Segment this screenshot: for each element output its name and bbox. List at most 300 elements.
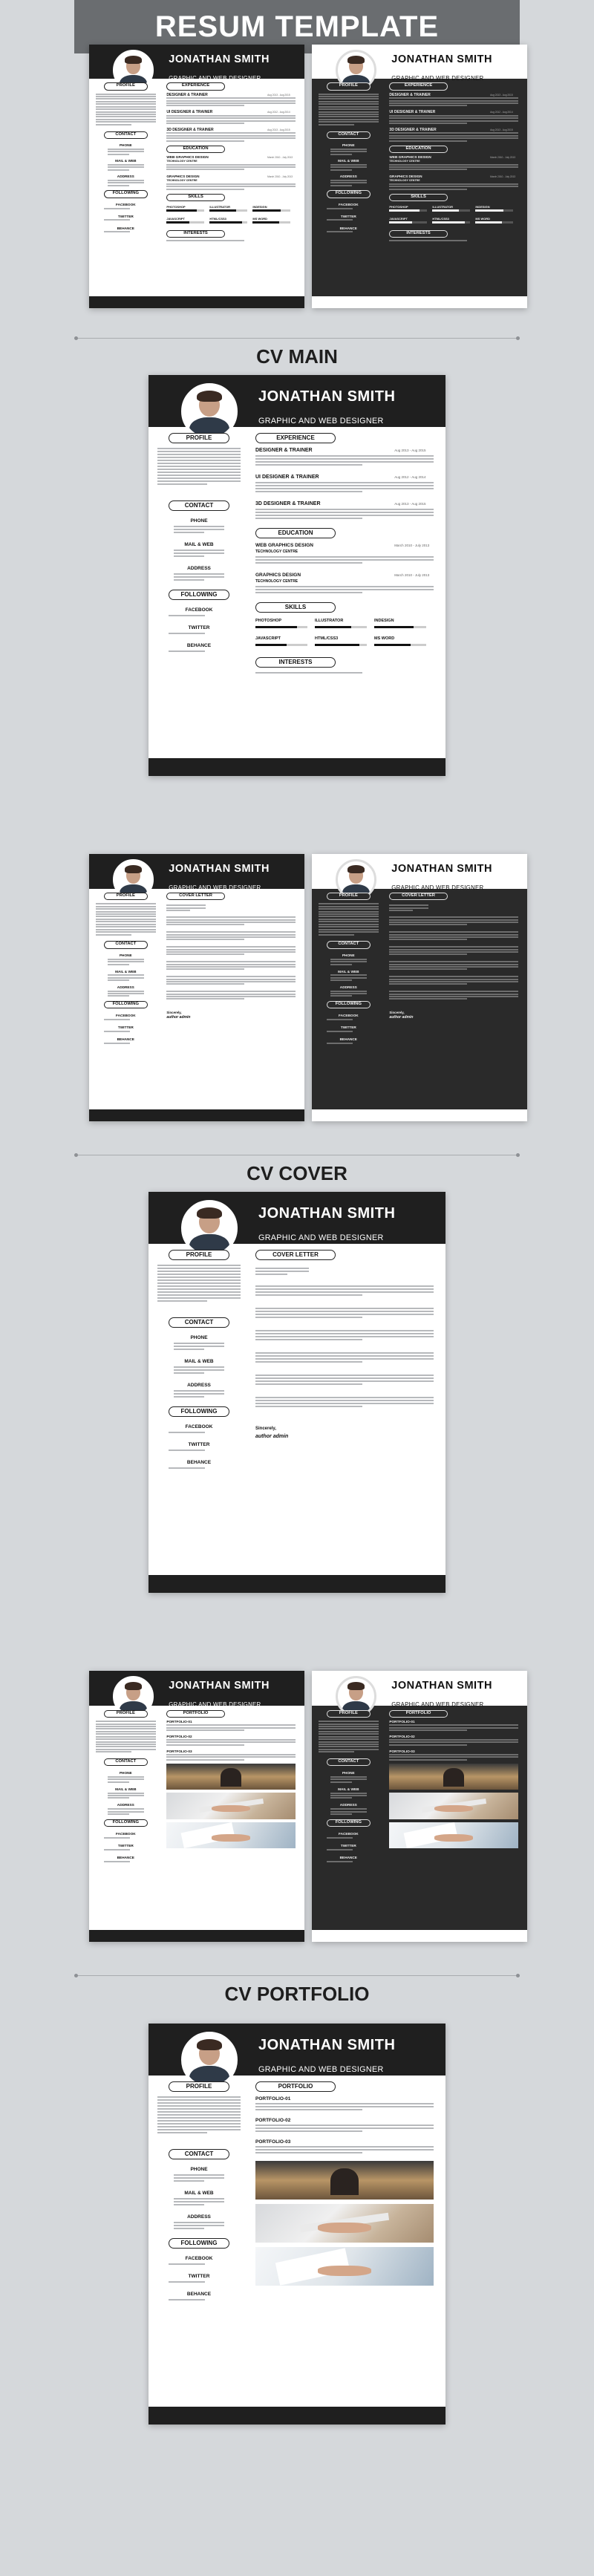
resume-role: GRAPHIC AND WEB DESIGNER [169,74,261,82]
skill-name: INDESIGN [374,619,394,624]
social-label-twitter: TWITTER [340,214,356,218]
skill-name: ILLUSTRATOR [209,204,231,209]
resume-page-main-light [148,375,446,776]
section-title-cover: CV COVER [247,1162,347,1184]
section-heading: PROFILE [327,1710,371,1718]
social-label-behance: BEHANCE [117,1856,134,1860]
text-block [166,115,296,125]
resume-footer-bar [148,1575,446,1593]
text-block [389,97,518,108]
education-place: TECHNOLOGY CENTRE [166,178,198,182]
text-block [108,164,144,172]
education-place: TECHNOLOGY CENTRE [389,159,420,163]
text-block [389,1724,518,1732]
contact-label-phone: PHONE [190,518,208,524]
text-block [166,1754,296,1761]
skill-bar [252,221,290,224]
text-block [174,2222,224,2231]
section-heading: EDUCATION [255,528,336,538]
skill-name: PHOTOSHOP [389,204,408,209]
skill-bar [255,626,307,628]
text-block [389,1754,518,1761]
text-block [169,1467,229,1470]
resume-page-cover-light [89,854,304,1121]
item-date: March 2010 - July 2013 [490,155,516,159]
contact-label-address: ADDRESS [117,985,134,989]
text-block [174,550,224,558]
section-heading: FOLLOWING [327,1819,371,1827]
resume-name: JONATHAN SMITH [391,53,492,65]
education-place: TECHNOLOGY CENTRE [255,579,298,584]
social-label-twitter: TWITTER [340,1025,356,1030]
text-block [255,509,434,521]
section-heading: CONTACT [327,131,371,139]
section-heading: PROFILE [104,1710,148,1718]
text-block [389,183,518,191]
section-heading: PORTFOLIO [255,2081,336,2092]
skill-bar [255,644,307,646]
text-block [327,1849,371,1851]
resume-role: GRAPHIC AND WEB DESIGNER [258,1233,384,1242]
section-heading: FOLLOWING [104,190,148,198]
text-block [104,231,148,233]
section-heading: COVER LETTER [255,1250,336,1260]
section-heading: SKILLS [166,194,224,201]
social-label-behance: BEHANCE [186,1460,212,1466]
text-block [157,2096,241,2135]
text-block [327,1861,371,1863]
cover-signature: author admin [255,1434,289,1440]
section-heading: FOLLOWING [327,190,371,198]
item-date: Aug 2013 - Aug 2015 [490,93,513,97]
section-divider [74,338,520,339]
contact-label-address: ADDRESS [339,1803,357,1807]
section-title-portfolio: CV PORTFOLIO [224,1983,370,2005]
text-block [255,1285,434,1297]
text-block [104,1031,148,1033]
text-block [389,240,518,242]
portfolio-image [255,2247,434,2286]
section-heading: PORTFOLIO [166,1710,224,1718]
portfolio-image [166,1764,296,1790]
skill-bar [389,221,427,224]
text-block [169,2263,229,2266]
text-block [108,959,144,966]
social-label-behance: BEHANCE [186,2292,212,2298]
text-block [104,219,148,221]
contact-label-mail: MAIL & WEB [184,542,214,548]
skill-bar [475,209,513,212]
resume-role: GRAPHIC AND WEB DESIGNER [169,1701,261,1708]
text-block [166,916,296,927]
contact-label-phone: PHONE [342,953,355,958]
skill-bar [209,221,247,224]
section-heading: FOLLOWING [104,1819,148,1827]
text-block [169,1432,229,1435]
item-date: March 2010 - July 2013 [394,573,430,578]
section-heading: EXPERIENCE [255,433,336,443]
text-block [166,1739,296,1747]
portfolio-title: PORTFOLIO-02 [166,1734,192,1738]
resume-name: JONATHAN SMITH [258,2036,396,2053]
experience-title: UI DESIGNER & TRAINER [255,475,319,480]
resume-page-portfolio-dark [312,1671,527,1942]
text-block [255,2103,434,2112]
contact-label-mail: MAIL & WEB [115,159,137,163]
skill-bar [315,644,367,646]
social-label-behance: BEHANCE [339,226,357,230]
social-label-facebook: FACEBOOK [115,1831,136,1836]
contact-label-phone: PHONE [119,1771,132,1776]
resume-role: GRAPHIC AND WEB DESIGNER [391,1701,484,1708]
text-block [389,931,518,942]
section-heading: CONTACT [327,1758,371,1766]
portfolio-image [166,1822,296,1848]
text-block [389,916,518,927]
text-block [389,132,518,143]
education-place: TECHNOLOGY CENTRE [255,550,298,555]
social-label-facebook: FACEBOOK [115,203,136,207]
section-divider [74,1975,520,1976]
text-block [166,164,296,172]
skill-bar [475,221,513,224]
text-block [169,633,229,636]
section-heading: FOLLOWING [327,1001,371,1008]
section-heading: CONTACT [104,1758,148,1766]
resume-footer-bar [312,1930,527,1942]
portfolio-title: PORTFOLIO-01 [166,1720,192,1724]
portfolio-image [389,1793,518,1819]
text-block [255,455,434,467]
banner-title: RESUM TEMPLATE [74,0,520,53]
resume-footer-bar [148,2407,446,2425]
contact-label-mail: MAIL & WEB [184,2191,214,2197]
section-heading: EDUCATION [389,146,447,153]
text-block [174,1343,224,1351]
text-block [96,1721,156,1754]
text-block [108,1776,144,1784]
cover-greeting: Sincerely, [389,1010,405,1014]
text-block [166,991,296,1001]
text-block [255,556,434,565]
cover-greeting: Sincerely, [255,1426,276,1432]
text-block [255,1268,309,1276]
skill-bar [252,209,290,212]
item-date: Aug 2012 - Aug 2014 [394,475,426,480]
skill-name: PHOTOSHOP [166,204,186,209]
contact-label-phone: PHONE [190,2167,208,2173]
text-block [104,1849,148,1851]
experience-title: 3D DESIGNER & TRAINER [389,127,437,132]
text-block [174,2174,224,2183]
portfolio-title: PORTFOLIO-01 [255,2096,291,2102]
text-block [108,974,144,982]
text-block [319,94,379,127]
skill-bar [166,209,204,212]
resume-page-cover-dark [312,854,527,1121]
text-block [330,180,367,187]
experience-title: DESIGNER & TRAINER [389,92,431,97]
text-block [108,991,144,998]
skill-name: JAVASCRIPT [166,216,185,221]
skill-name: ILLUSTRATOR [315,619,344,624]
social-label-facebook: FACEBOOK [338,1014,359,1018]
education-title: GRAPHICS DESIGN [389,175,422,178]
social-label-twitter: TWITTER [188,2274,210,2280]
portfolio-image [389,1822,518,1848]
section-heading: COVER LETTER [166,893,224,900]
education-title: GRAPHICS DESIGN [255,573,301,578]
contact-label-mail: MAIL & WEB [115,969,137,974]
skill-name: HTML/CSS3 [432,216,449,221]
text-block [389,946,518,956]
cover-signature: author admin [389,1015,414,1020]
social-label-behance: BEHANCE [117,1037,134,1042]
contact-label-mail: MAIL & WEB [338,159,359,163]
text-block [174,1366,224,1375]
experience-title: 3D DESIGNER & TRAINER [255,501,321,507]
text-block [104,1861,148,1863]
section-heading: FOLLOWING [169,2238,229,2249]
social-label-facebook: FACEBOOK [185,2256,213,2262]
resume-role: GRAPHIC AND WEB DESIGNER [258,2065,384,2074]
section-heading: CONTACT [104,131,148,139]
experience-title: 3D DESIGNER & TRAINER [166,127,214,132]
section-heading: PROFILE [327,82,371,90]
section-heading: PROFILE [169,2081,229,2092]
contact-label-address: ADDRESS [339,175,357,179]
resume-page-portfolio-light [89,1671,304,1942]
social-label-facebook: FACEBOOK [338,1831,359,1836]
experience-title: DESIGNER & TRAINER [255,448,313,454]
social-label-behance: BEHANCE [339,1037,357,1042]
text-block [255,2146,434,2155]
text-block [330,959,367,966]
skill-bar [374,626,426,628]
resume-page-main-light [89,45,304,308]
contact-label-phone: PHONE [119,143,132,148]
resume-footer-bar [312,1109,527,1121]
text-block [255,1352,434,1364]
contact-label-mail: MAIL & WEB [115,1787,137,1791]
resume-role: GRAPHIC AND WEB DESIGNER [258,417,384,425]
text-block [327,208,371,210]
resume-footer-bar [312,296,527,308]
portfolio-title: PORTFOLIO-01 [389,1720,415,1724]
text-block [255,1308,434,1320]
resume-role: GRAPHIC AND WEB DESIGNER [169,884,261,891]
text-block [166,240,296,242]
text-block [255,672,434,675]
skill-name: HTML/CSS3 [315,636,339,642]
skill-name: PHOTOSHOP [255,619,282,624]
section-heading: PORTFOLIO [389,1710,447,1718]
contact-label-phone: PHONE [342,143,355,148]
section-title-main: CV MAIN [256,345,338,368]
social-label-twitter: TWITTER [188,625,210,631]
skill-bar [166,221,204,224]
section-heading: FOLLOWING [169,590,229,600]
portfolio-title: PORTFOLIO-02 [389,1734,415,1738]
section-heading: FOLLOWING [169,1406,229,1417]
section-heading: PROFILE [169,1250,229,1260]
text-block [327,1837,371,1839]
item-date: Aug 2012 - Aug 2014 [267,111,290,114]
contact-label-mail: MAIL & WEB [338,969,359,974]
resume-name: JONATHAN SMITH [258,1204,396,1222]
education-title: GRAPHICS DESIGN [166,175,200,178]
resume-role: GRAPHIC AND WEB DESIGNER [391,884,484,891]
text-block [389,1739,518,1747]
section-heading: PROFILE [104,82,148,90]
portfolio-image [255,2204,434,2243]
text-block [330,164,367,172]
portfolio-title: PORTFOLIO-02 [255,2118,291,2124]
contact-label-address: ADDRESS [117,175,134,179]
resume-footer-bar [148,758,446,776]
contact-label-phone: PHONE [342,1771,355,1776]
text-block [319,1721,379,1754]
social-label-facebook: FACEBOOK [115,1014,136,1018]
skill-bar [389,209,427,212]
item-date: March 2010 - July 2013 [267,155,293,159]
social-label-twitter: TWITTER [117,1025,134,1030]
text-block [327,231,371,233]
section-heading: CONTACT [104,941,148,948]
social-label-behance: BEHANCE [339,1856,357,1860]
text-block [330,991,367,998]
text-block [169,650,229,653]
skill-name: ILLUSTRATOR [432,204,454,209]
resume-role: GRAPHIC AND WEB DESIGNER [391,74,484,82]
item-date: Aug 2013 - Aug 2015 [394,502,426,506]
social-label-facebook: FACEBOOK [338,203,359,207]
text-block [389,164,518,172]
section-heading: PROFILE [327,893,371,900]
section-heading: INTERESTS [166,230,224,238]
text-block [166,904,205,912]
text-block [166,1724,296,1732]
contact-label-phone: PHONE [190,1335,208,1341]
contact-label-address: ADDRESS [117,1803,134,1807]
skill-name: HTML/CSS3 [209,216,226,221]
resume-footer-bar [89,1109,304,1121]
text-block [174,526,224,535]
skill-bar [209,209,247,212]
skill-bar [432,209,470,212]
cover-signature: author admin [166,1015,191,1020]
portfolio-image [389,1764,518,1790]
section-heading: PROFILE [104,893,148,900]
resume-footer-bar [89,1930,304,1942]
skill-name: MS WORD [475,216,491,221]
text-block [389,976,518,986]
text-block [255,482,434,494]
portfolio-image [166,1793,296,1819]
text-block [330,1808,367,1816]
text-block [327,219,371,221]
item-date: Aug 2013 - Aug 2015 [267,93,290,97]
social-label-twitter: TWITTER [117,214,134,218]
item-date: Aug 2013 - Aug 2015 [267,128,290,131]
social-label-behance: BEHANCE [117,226,134,230]
resume-page-main-dark [312,45,527,308]
text-block [255,586,434,595]
text-block [319,903,379,936]
resume-page-portfolio-light [148,2024,446,2425]
cover-greeting: Sincerely, [166,1010,182,1014]
experience-title: UI DESIGNER & TRAINER [389,110,436,115]
section-heading: CONTACT [169,500,229,511]
skill-bar [315,626,367,628]
text-block [174,573,224,582]
contact-label-address: ADDRESS [187,566,211,572]
text-block [108,149,144,156]
text-block [166,946,296,956]
profile-photo [181,1200,238,1256]
contact-label-address: ADDRESS [187,1383,211,1389]
text-block [166,976,296,986]
text-block [389,115,518,125]
section-heading: SKILLS [255,602,336,613]
contact-label-address: ADDRESS [187,2214,211,2220]
text-block [389,991,518,1001]
text-block [166,132,296,143]
education-title: WEB GRAPHICS DESIGN [255,543,314,549]
resume-name: JONATHAN SMITH [391,1680,492,1692]
text-block [108,180,144,187]
portfolio-title: PORTFOLIO-03 [166,1749,192,1753]
text-block [255,1397,434,1409]
contact-label-mail: MAIL & WEB [184,1359,214,1365]
experience-title: DESIGNER & TRAINER [166,92,208,97]
profile-photo [181,383,238,440]
contact-label-mail: MAIL & WEB [338,1787,359,1791]
item-date: Aug 2013 - Aug 2015 [394,449,426,453]
education-place: TECHNOLOGY CENTRE [389,178,420,182]
profile-photo [181,2032,238,2088]
text-block [174,2198,224,2207]
skill-name: INDESIGN [475,204,490,209]
skill-bar [374,644,426,646]
text-block [169,1450,229,1452]
resume-name: JONATHAN SMITH [258,388,396,405]
text-block [255,2125,434,2133]
portfolio-title: PORTFOLIO-03 [389,1749,415,1753]
text-block [157,1265,241,1303]
item-date: Aug 2012 - Aug 2014 [490,111,513,114]
section-heading: PROFILE [169,433,229,443]
skill-name: JAVASCRIPT [255,636,281,642]
resume-page-cover-light [148,1192,446,1593]
section-heading: INTERESTS [389,230,447,238]
portfolio-image [255,2161,434,2200]
text-block [96,903,156,936]
text-block [330,1776,367,1784]
text-block [255,1375,434,1386]
social-label-twitter: TWITTER [117,1844,134,1848]
section-heading: INTERESTS [255,657,336,668]
skill-name: MS WORD [374,636,395,642]
education-title: WEB GRAPHICS DESIGN [166,154,209,159]
resume-footer-bar [89,296,304,308]
text-block [104,1837,148,1839]
text-block [108,1808,144,1816]
text-block [169,615,229,618]
education-place: TECHNOLOGY CENTRE [166,159,198,163]
text-block [169,2299,229,2302]
text-block [104,208,148,210]
